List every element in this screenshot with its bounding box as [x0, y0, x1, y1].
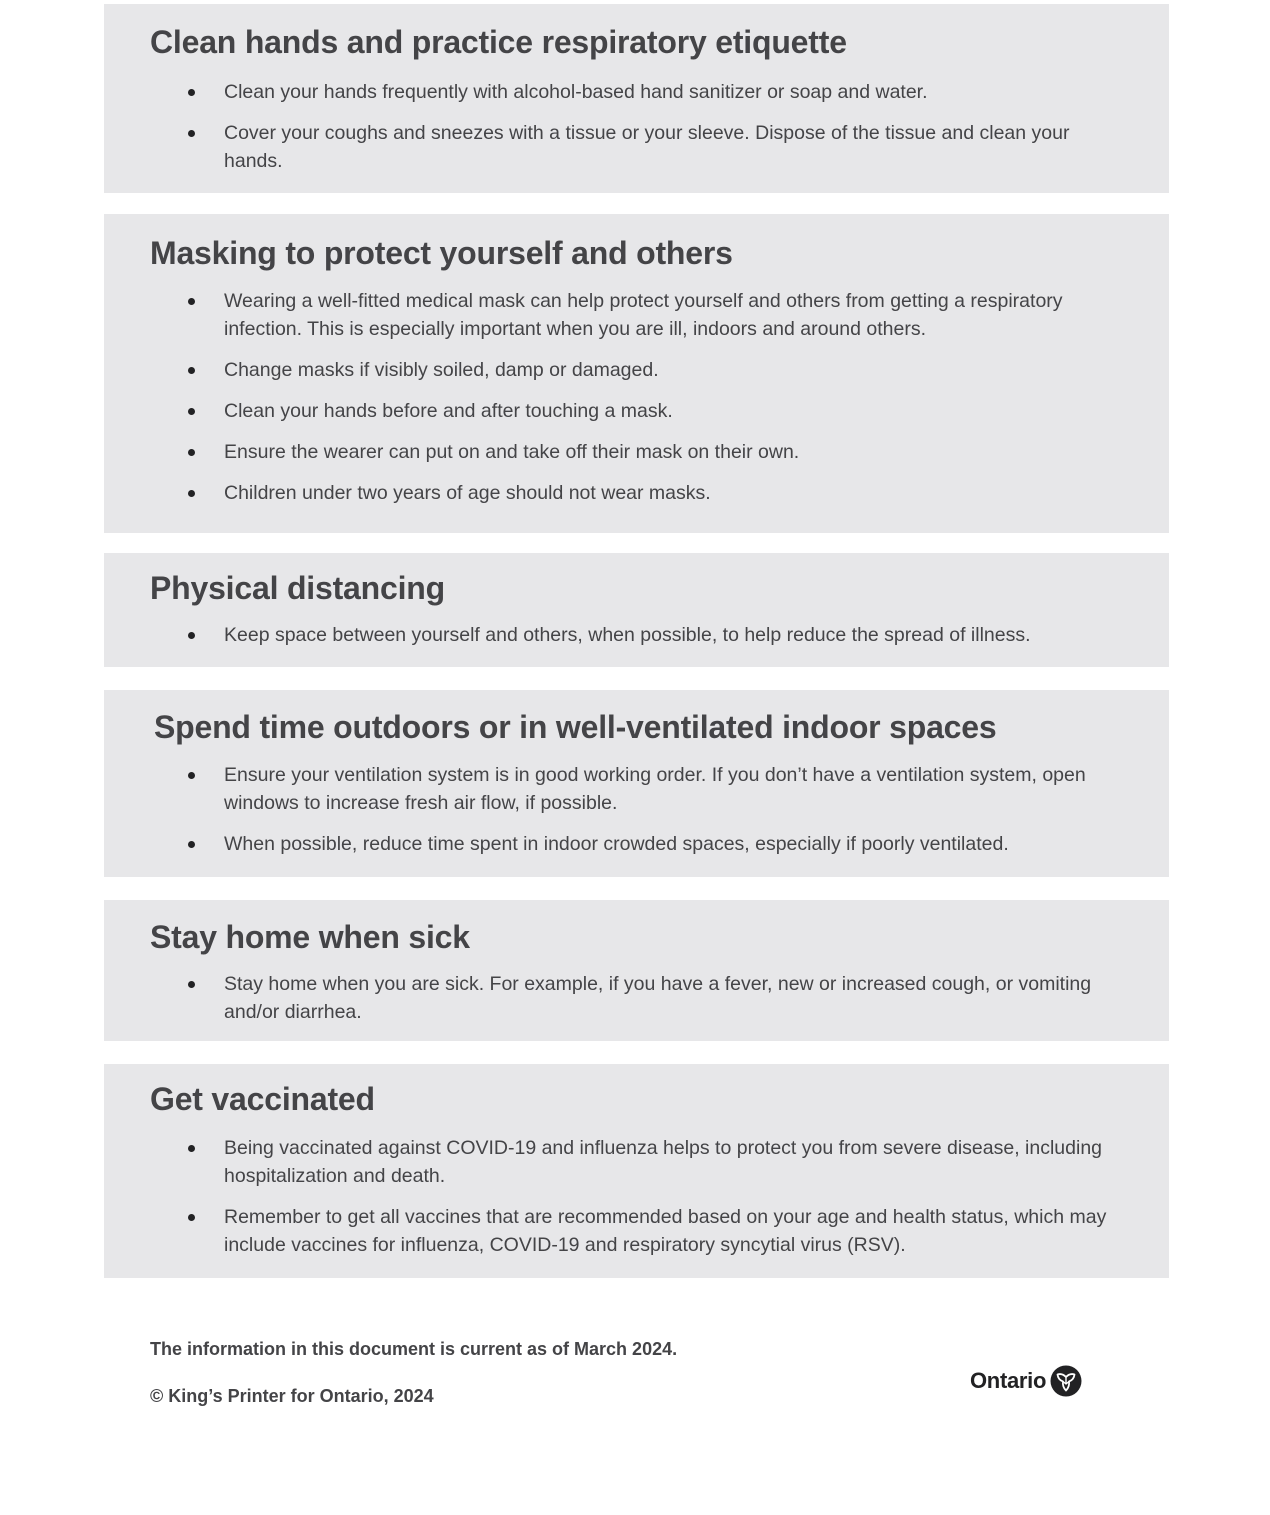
currency-note: The information in this document is current as of March 2024. [150, 1339, 678, 1359]
list-item [104, 397, 1169, 425]
bullet-icon [188, 632, 195, 639]
ontario-logo [970, 1363, 1082, 1399]
list-item [104, 1134, 1169, 1190]
bullet-list [104, 970, 1169, 1039]
bullet-icon [188, 981, 195, 988]
list-item-text: Remember to get all vaccines that are recommended based on your age and health status, which may include vaccines for influenza, COVID-19 and respiratory syncytial virus (RSV). [224, 1206, 1107, 1256]
list-item [104, 621, 1169, 649]
list-item-text: Wearing a well-fitted medical mask can help protect yourself and others from getting a respiratory infection. This is especially important when you are ill, indoors and around others. [224, 290, 1063, 340]
bullet-icon [188, 298, 195, 305]
bullet-list [104, 287, 1169, 520]
list-item [104, 1203, 1169, 1259]
section-heading: Masking to protect yourself and others [150, 235, 733, 271]
list-item [104, 356, 1169, 384]
list-item-text: Cover your coughs and sneezes with a tissue or your sleeve. Dispose of the tissue and clean your hands. [224, 122, 1070, 172]
section-ventilation [104, 690, 1169, 877]
section-heading: Physical distancing [150, 570, 445, 606]
bullet-list [104, 621, 1169, 662]
section-heading: Clean hands and practice respiratory etiquette [150, 24, 847, 60]
section-stay-home [104, 900, 1169, 1041]
list-item [104, 970, 1169, 1026]
bullet-list [104, 78, 1169, 188]
bullet-icon [188, 367, 195, 374]
copyright-note: © King’s Printer for Ontario, 2024 [150, 1386, 434, 1406]
list-item-text: Change masks if visibly soiled, damp or damaged. [224, 359, 659, 381]
section-physical-distancing [104, 553, 1169, 667]
section-heading: Stay home when sick [150, 919, 470, 955]
bullet-icon [188, 130, 195, 137]
list-item-text: Keep space between yourself and others, when possible, to help reduce the spread of illness. [224, 624, 1031, 646]
list-item-text: Clean your hands before and after touching a mask. [224, 400, 673, 422]
logo-text: Ontario [970, 1368, 1047, 1393]
bullet-icon [188, 89, 195, 96]
bullet-list [104, 761, 1169, 871]
bullet-icon [188, 449, 195, 456]
list-item-text: Being vaccinated against COVID-19 and influenza helps to protect you from severe disease, including hospitalization and death. [224, 1137, 1103, 1187]
bullet-list [104, 1134, 1169, 1272]
ontario-trillium-icon [1050, 1365, 1082, 1397]
list-item [104, 78, 1169, 106]
list-item-text: When possible, reduce time spent in indoor crowded spaces, especially if poorly ventilated. [224, 833, 1009, 855]
list-item [104, 287, 1169, 343]
list-item [104, 438, 1169, 466]
bullet-icon [188, 408, 195, 415]
section-get-vaccinated [104, 1064, 1169, 1278]
section-clean-hands [104, 4, 1169, 193]
list-item [104, 761, 1169, 817]
list-item-text: Ensure the wearer can put on and take off their mask on their own. [224, 441, 800, 463]
list-item [104, 479, 1169, 507]
section-heading: Spend time outdoors or in well-ventilated indoor spaces [154, 709, 997, 745]
section-heading: Get vaccinated [150, 1081, 375, 1117]
list-item [104, 119, 1169, 175]
bullet-icon [188, 1214, 195, 1221]
bullet-icon [188, 772, 195, 779]
list-item-text: Children under two years of age should not wear masks. [224, 482, 711, 504]
list-item-text: Ensure your ventilation system is in good working order. If you don’t have a ventilation system, open windows to increase fresh air flow, if possible. [224, 764, 1086, 814]
list-item [104, 830, 1169, 858]
list-item-text: Stay home when you are sick. For example, if you have a fever, new or increased cough, or vomiting and/or diarrhea. [224, 973, 1092, 1023]
section-masking [104, 214, 1169, 533]
bullet-icon [188, 1145, 195, 1152]
bullet-icon [188, 841, 195, 848]
list-item-text: Clean your hands frequently with alcohol-based hand sanitizer or soap and water. [224, 81, 928, 103]
bullet-icon [188, 490, 195, 497]
